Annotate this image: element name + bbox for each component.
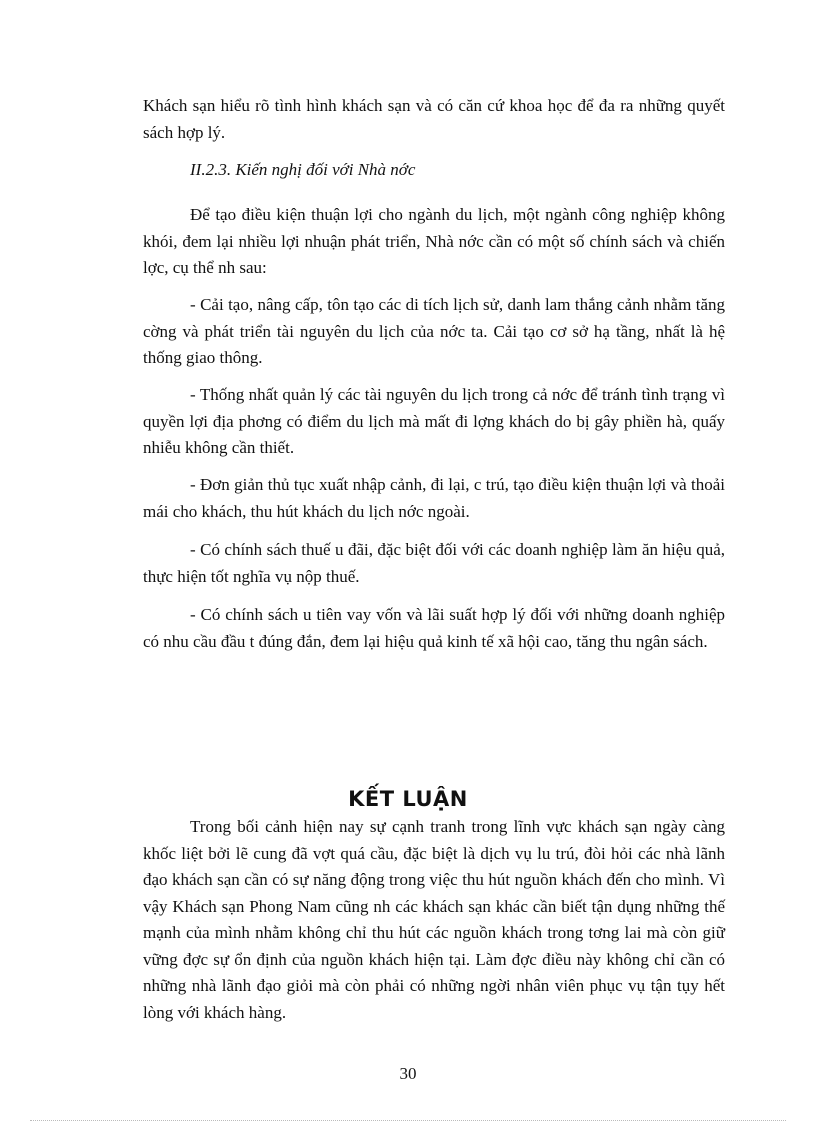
recommendation-item: - Đơn giản thủ tục xuất nhập cảnh, đi lại, c trú, tạo điều kiện thuận lợi và thoải mái cho khách, thu hút khách du lịch nớc ngoài. [143, 475, 725, 521]
page-number: 30 [399, 1064, 417, 1083]
page-bottom-rule [30, 1120, 786, 1121]
recommendation-item: - Có chính sách thuế u đãi, đặc biệt đối với các doanh nghiệp làm ăn hiệu quả, thực hiện tốt nghĩa vụ nộp thuế. [143, 540, 725, 586]
recommendation-intro: Để tạo điều kiện thuận lợi cho ngành du lịch, một ngành công nghiệp không khói, đem lại nhiều lợi nhuận phát triển, Nhà nớc cần có một số chính sách và chiến lợc, cụ thể nh sau: [143, 205, 725, 277]
conclusion-title: KẾT LUẬN [348, 787, 468, 811]
section-heading: II.2.3. Kiến nghị đối với Nhà nớc [190, 160, 416, 179]
intro-paragraph: Khách sạn hiểu rõ tình hình khách sạn và có căn cứ khoa học để đa ra những quyết sách hợp lý. [143, 96, 725, 142]
conclusion-paragraph: Trong bối cảnh hiện nay sự cạnh tranh trong lĩnh vực khách sạn ngày càng khốc liệt bởi lẽ cung đã vợt quá cầu, đặc biệt là dịch vụ lu trú, đòi hỏi các nhà lãnh đạo khách sạn cần có sự năng động trong việc thu hút nguồn khách đến cho mình. Vì vậy Khách sạn Phong Nam cũng nh các khách sạn khác cần biết tận dụng những thế mạnh của mình nhằm không chỉ thu hút các nguồn khách trong tơng lai mà còn giữ vững đợc sự ổn định của nguồn khách hiện tại. Làm đợc điều này không chỉ cần có những nhà lãnh đạo giỏi mà còn phải có những ngời nhân viên phục vụ tận tụy hết lòng với khách hàng. [143, 817, 725, 1022]
recommendation-item: - Cải tạo, nâng cấp, tôn tạo các di tích lịch sử, danh lam thắng cảnh nhằm tăng cờng và phát triển tài nguyên du lịch của nớc ta. Cải tạo cơ sở hạ tầng, nhất là hệ thống giao thông. [143, 295, 725, 367]
recommendation-item: - Có chính sách u tiên vay vốn và lãi suất hợp lý đối với những doanh nghiệp có nhu cầu đầu t đúng đắn, đem lại hiệu quả kinh tế xã hội cao, tăng thu ngân sách. [143, 605, 725, 651]
recommendation-item: - Thống nhất quản lý các tài nguyên du lịch trong cả nớc để tránh tình trạng vì quyền lợi địa phơng có điểm du lịch mà mất đi lợng khách do bị gây phiền hà, quấy nhiễu không cần thiết. [143, 385, 725, 457]
